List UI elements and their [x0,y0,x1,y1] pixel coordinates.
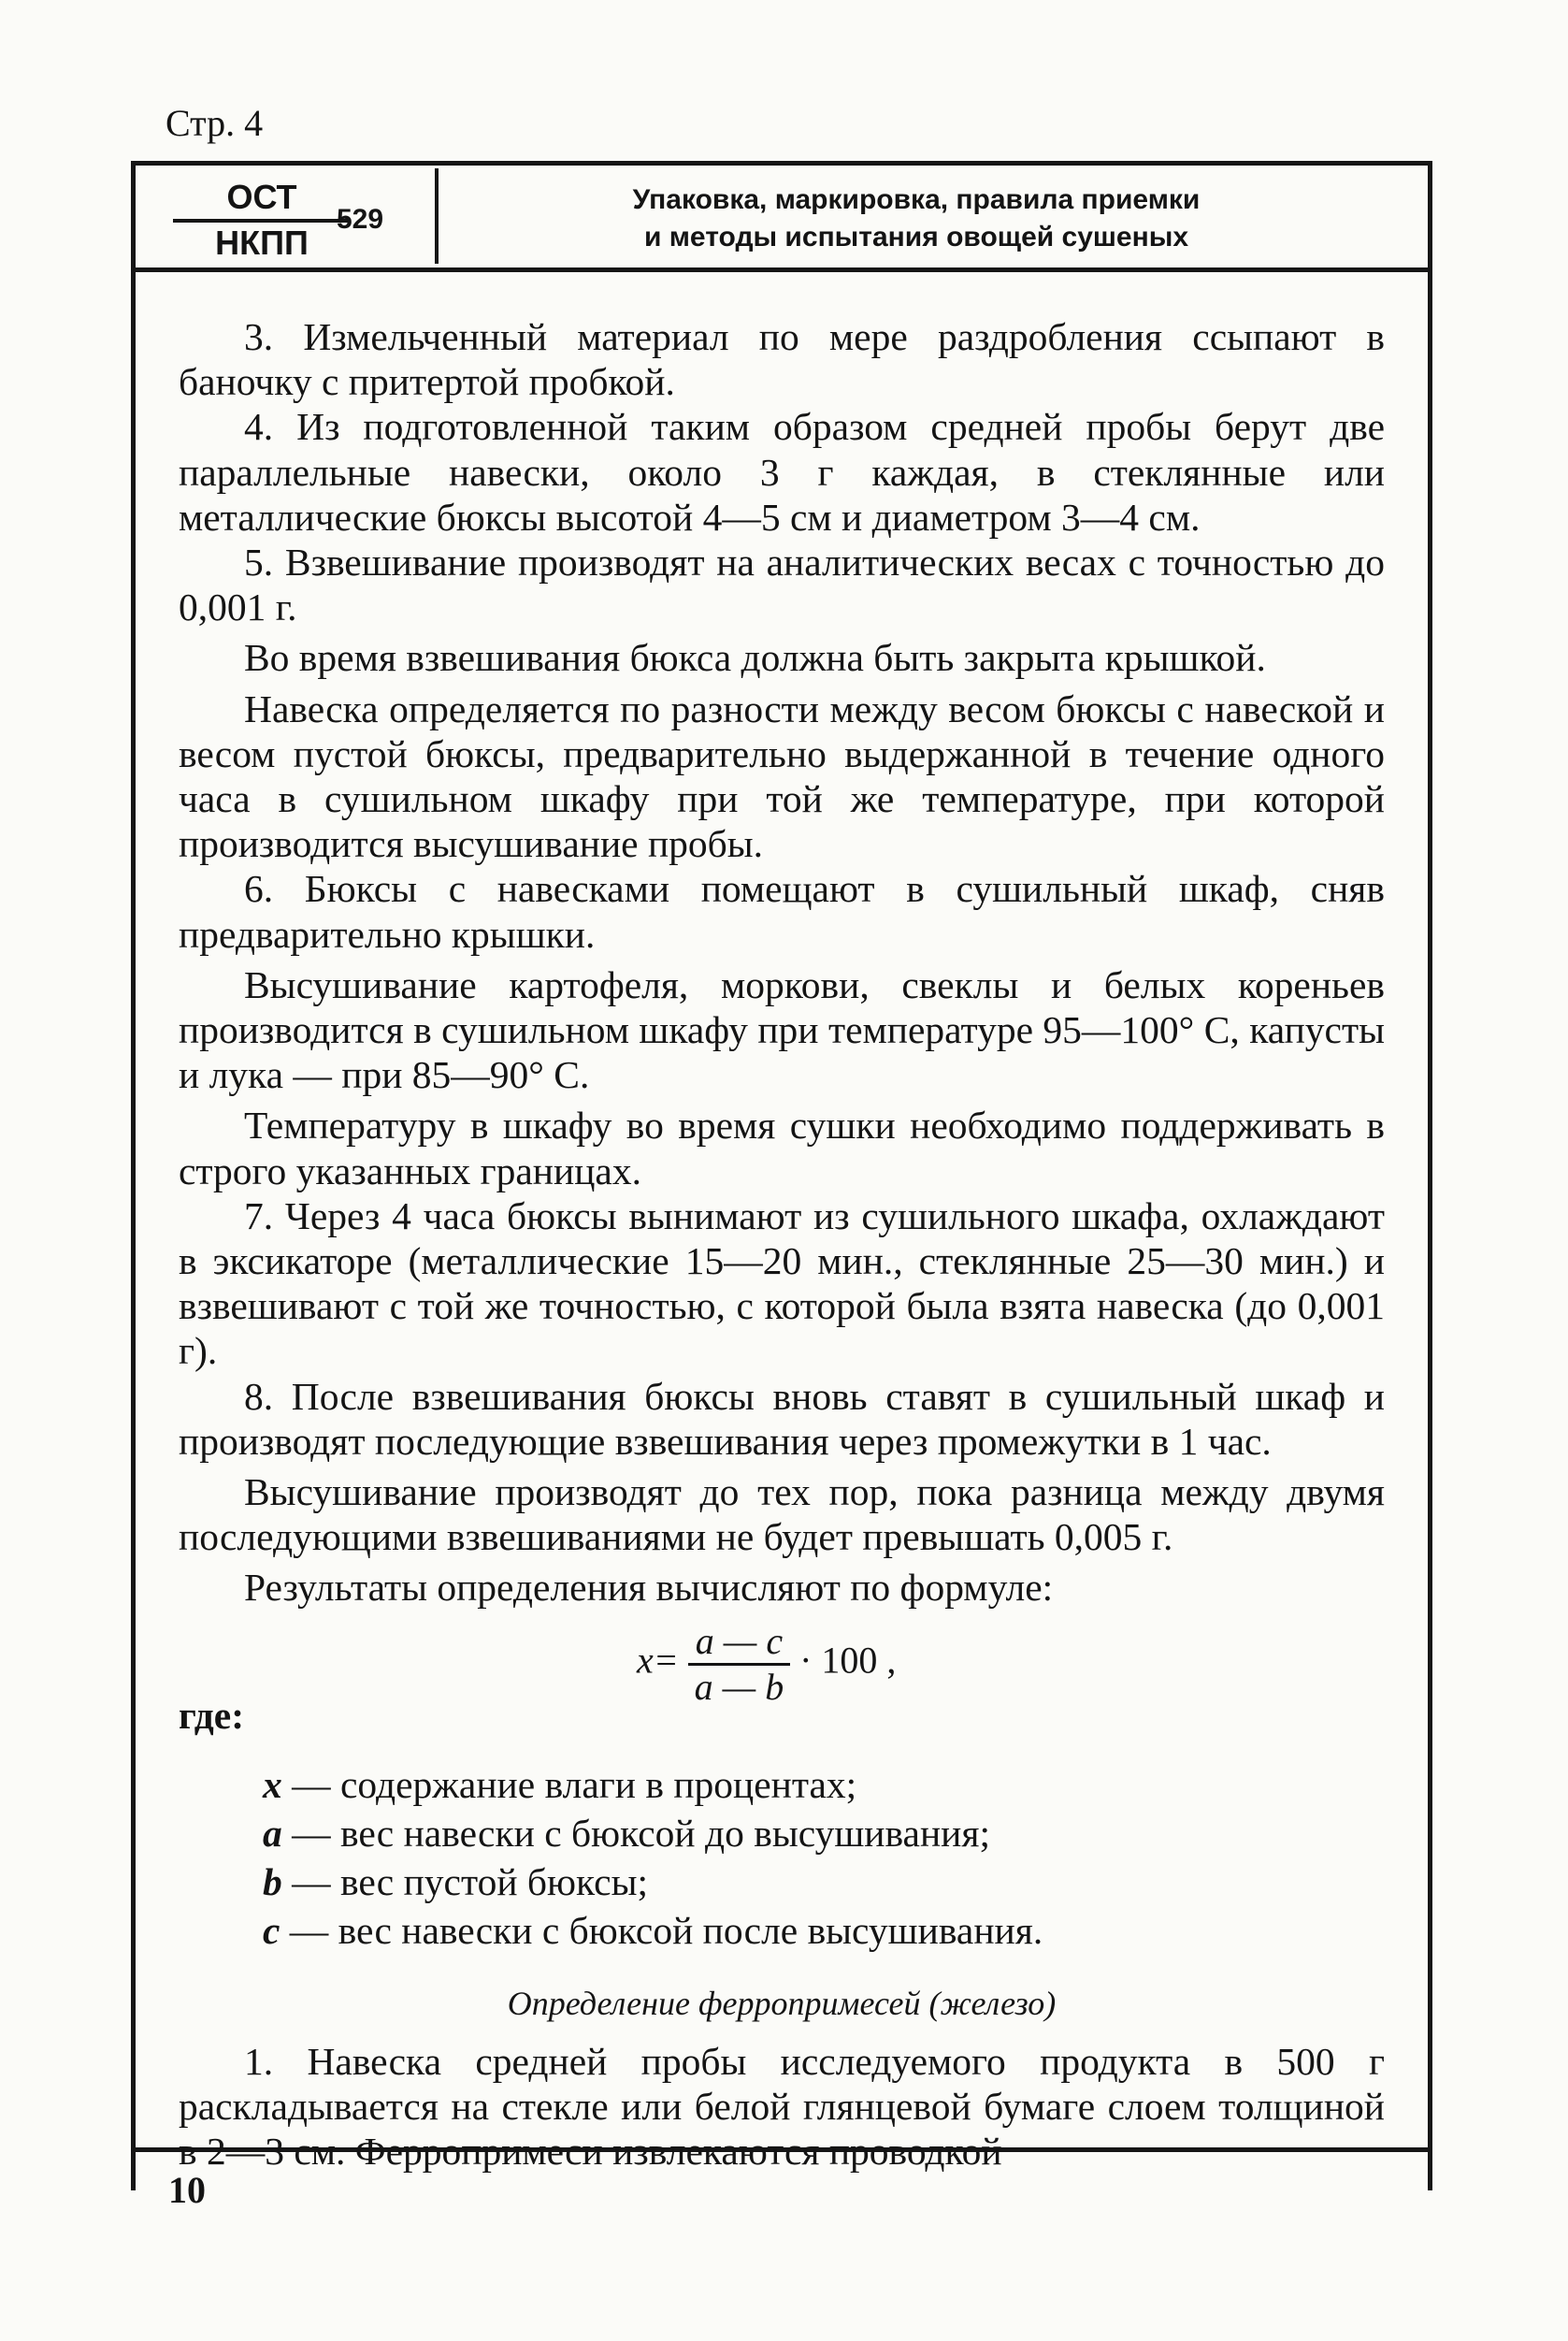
formula-fraction [688,1620,790,1709]
page-number: 10 [168,2169,206,2211]
header-divider [435,168,439,264]
definition-text: — вес пустой бюксы; [281,1859,648,1903]
paragraph: 7. Через 4 часа бюксы вынимают из сушильного шкафа, охлаждают в эксикаторе (металлические 15—20 мин., стеклянные 25—30 мин.) и взвешивают с той же точностью, с которой была взята навеска (до 0,001 г). [179,1193,1385,1373]
page-label: Стр. 4 [165,102,264,144]
paragraph: Температуру в шкафу во время сушки необходимо поддерживать в строго указанных границах. [179,1104,1385,1192]
standard-number: 529 [337,204,384,235]
definition-var: a [263,1811,282,1855]
variable-definitions [263,1760,1385,1955]
where-label: где: [179,1693,245,1737]
paragraph: Во время взвешивания бюкса должна быть закрыта крышкой. [244,636,1266,680]
paragraph: 5. Взвешивание производят на аналитических весах с точностью до 0,001 г. [179,541,1385,629]
definition-item [263,1906,1385,1955]
formula-tail: · 100 , [799,1639,897,1682]
title-line-1: Упаковка, маркировка, правила приемки [632,184,1201,215]
definition-var: x [263,1762,282,1806]
section-title: Определение ферропримесей (железо) [507,1984,1057,2022]
definition-text: — содержание влаги в процентах; [281,1762,857,1806]
standard-top: ОСТ [173,176,351,223]
body-text [179,314,1385,2175]
header-bottom-rule [136,267,1431,272]
definition-text: — вес навески с бюксой после высушивания. [280,1908,1043,1952]
formula-lhs: x= [637,1639,679,1682]
frame-right-rule [1428,161,1432,2190]
paragraph: Высушивание картофеля, моркови, свеклы и белых кореньев производится в сушильном шкафу при температуре 95—100° С, капусты и лука — при 85—90° С. [179,962,1385,1097]
document-title [449,181,1384,256]
paragraph: 4. Из подготовленной таким образом средней пробы берут две параллельные навески, около 3 г каждая, в стеклянные или металлические бюксы высотой 4—5 см и диаметром 3—4 см. [179,405,1385,539]
paragraph: 3. Измельченный материал по мере раздробления ссыпают в баночку с притертой пробкой. [179,315,1385,404]
frame-left-rule [131,161,136,2190]
definition-var: c [263,1908,281,1952]
section-paragraph: 1. Навеска средней пробы исследуемого продукта в 500 г раскладывается на стекле или белой глянцевой бумаге слоем толщиной в 2—3 см. Ферропримеси извлекаются проводкой [179,2039,1385,2174]
formula-numerator: a — c [688,1620,790,1666]
header-top-rule [136,161,1431,166]
definition-item [263,1857,1385,1906]
title-line-2: и методы испытания овощей сушеных [643,222,1189,253]
paragraph: Высушивание производят до тех пор, пока разница между двумя последующими взвешиваниями не будет превышать 0,005 г. [179,1470,1385,1559]
formula-block [179,1620,1385,1760]
paragraph: Результаты определения вычисляют по формуле: [244,1566,1054,1610]
definition-item [263,1760,1385,1809]
formula-denominator: a — b [694,1665,784,1708]
definition-var: b [263,1859,282,1903]
paragraph: 8. После взвешивания бюксы вновь ставят в сушильный шкаф и производят последующие взвешивания через промежутки в 1 час. [179,1374,1385,1463]
paragraph: Навеска определяется по разности между весом бюксы с навеской и весом пустой бюксы, предварительно выдержанной в течение одного часа в сушильном шкафу при той же температуре, при которой производится высушивание пробы. [179,686,1385,866]
moisture-formula [637,1620,896,1709]
definition-text: — вес навески с бюксой до высушивания; [281,1811,991,1855]
standard-bottom: НКПП [215,224,309,262]
paragraph: 6. Бюксы с навесками помещают в сушильный шкаф, сняв предварительно крышки. [179,867,1385,956]
definition-item [263,1809,1385,1857]
standard-designation [173,176,351,264]
